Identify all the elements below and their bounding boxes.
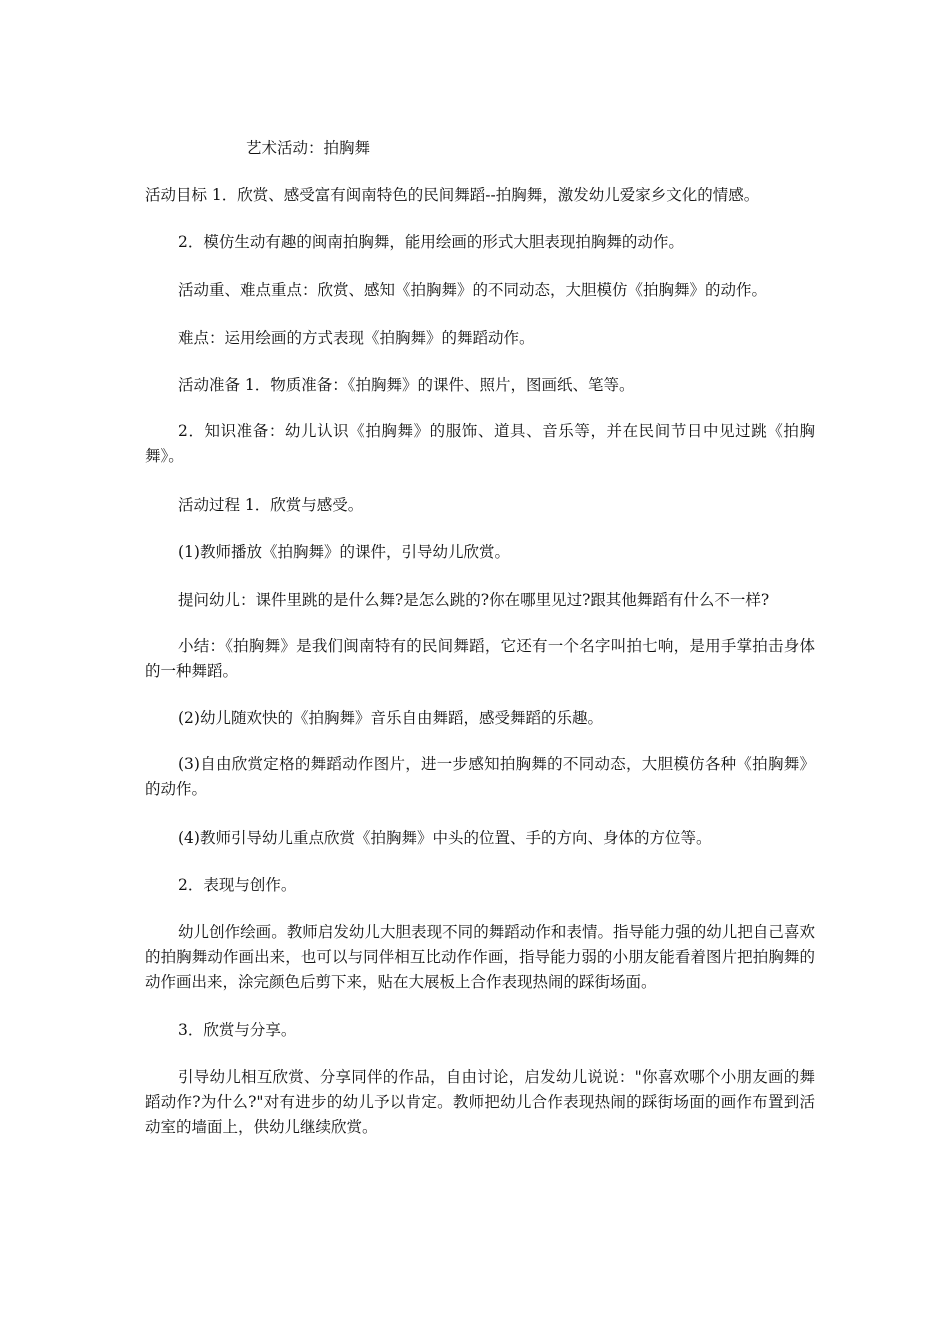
paragraph-objective-2: 2．模仿生动有趣的闽南拍胸舞，能用绘画的形式大胆表现拍胸舞的动作。 xyxy=(178,233,684,251)
paragraph-process-3: 3．欣赏与分享。 xyxy=(178,1021,297,1039)
paragraph-process-1: 活动过程 1．欣赏与感受。 xyxy=(178,496,364,514)
paragraph-step-2: (2)幼儿随欢快的《拍胸舞》音乐自由舞蹈，感受舞蹈的乐趣。 xyxy=(178,709,603,727)
paragraph-difficulty: 难点：运用绘画的方式表现《拍胸舞》的舞蹈动作。 xyxy=(178,329,535,347)
paragraph-creation: 幼儿创作绘画。教师启发幼儿大胆表现不同的舞蹈动作和表情。指导能力强的幼儿把自己喜欢的拍胸舞动作画出来，也可以与同伴相互比动作作画，指导能力弱的小朋友能看着图片把拍胸舞的动作画出来，涂完颜色后剪下来，贴在大展板上合作表现热闹的踩街场面。 xyxy=(145,923,815,991)
paragraph-preparation-2: 2．知识准备：幼儿认识《拍胸舞》的服饰、道具、音乐等，并在民间节日中见过跳《拍胸舞》。 xyxy=(145,422,815,465)
paragraph-process-2: 2．表现与创作。 xyxy=(178,876,297,894)
document-title: 艺术活动：拍胸舞 xyxy=(246,139,371,157)
paragraph-key-points: 活动重、难点重点：欣赏、感知《拍胸舞》的不同动态，大胆模仿《拍胸舞》的动作。 xyxy=(178,281,768,299)
paragraph-sharing: 引导幼儿相互欣赏、分享同伴的作品，自由讨论，启发幼儿说说："你喜欢哪个小朋友画的舞蹈动作?为什么?"对有进步的幼儿予以肯定。教师把幼儿合作表现热闹的踩街场面的画作布置到活动室的墙面上，供幼儿继续欣赏。 xyxy=(145,1068,815,1136)
paragraph-preparation-1: 活动准备 1．物质准备：《拍胸舞》的课件、照片，图画纸、笔等。 xyxy=(178,376,635,394)
paragraph-question: 提问幼儿：课件里跳的是什么舞?是怎么跳的?你在哪里见过?跟其他舞蹈有什么不一样? xyxy=(178,591,770,609)
paragraph-step-4: (4)教师引导幼儿重点欣赏《拍胸舞》中头的位置、手的方向、身体的方位等。 xyxy=(178,829,712,847)
paragraph-step-1: (1)教师播放《拍胸舞》的课件，引导幼儿欣赏。 xyxy=(178,543,510,561)
paragraph-step-3: (3)自由欣赏定格的舞蹈动作图片，进一步感知拍胸舞的不同动态，大胆模仿各种《拍胸舞》的动作。 xyxy=(145,755,815,798)
paragraph-summary: 小结：《拍胸舞》是我们闽南特有的民间舞蹈，它还有一个名字叫拍七响，是用手掌拍击身体的一种舞蹈。 xyxy=(145,637,815,680)
paragraph-objective-1: 活动目标 1．欣赏、感受富有闽南特色的民间舞蹈--拍胸舞，激发幼儿爱家乡文化的情感。 xyxy=(145,186,760,204)
